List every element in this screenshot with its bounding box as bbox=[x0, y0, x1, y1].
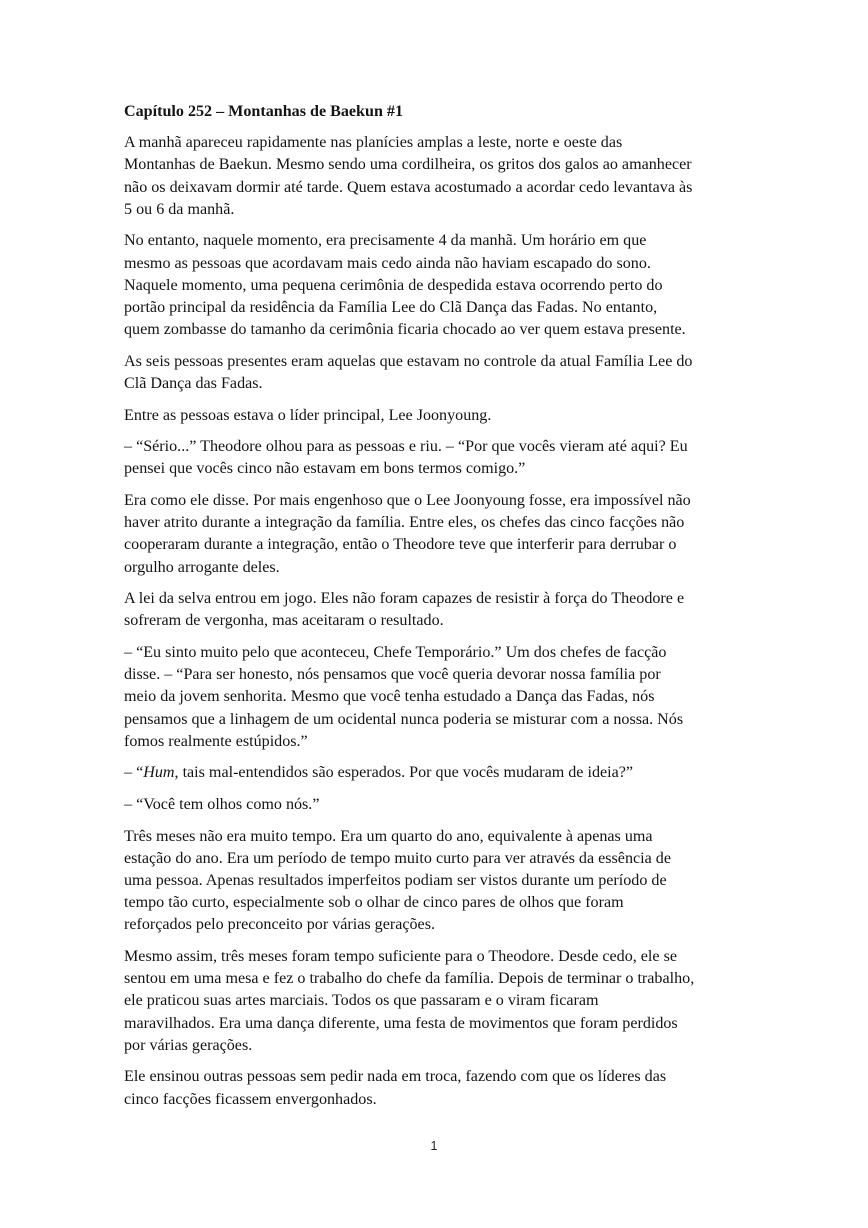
paragraph bbox=[124, 642, 748, 753]
text-line: – “Você tem olhos como nós.” bbox=[124, 796, 320, 813]
text-line: maravilhados. Era uma dança diferente, uma festa de movimentos que foram perdidos bbox=[124, 1014, 678, 1032]
paragraph bbox=[124, 230, 748, 341]
paragraph bbox=[124, 1066, 748, 1110]
paragraph bbox=[124, 946, 748, 1057]
text-line: No entanto, naquele momento, era precisamente 4 da manhã. Um horário em que bbox=[124, 232, 647, 250]
text-line: pensei que vocês cinco não estavam em bons termos comigo.” bbox=[124, 460, 526, 478]
line-rest: , tais mal-entendidos são esperados. Por que vocês mudaram de ideia?” bbox=[174, 764, 634, 782]
paragraph bbox=[124, 405, 748, 427]
text-line: Três meses não era muito tempo. Era um quarto do ano, equivalente à apenas uma bbox=[124, 827, 653, 845]
text-line: A lei da selva entrou em jogo. Eles não foram capazes de resistir à força do Theodore e bbox=[124, 590, 685, 608]
text-line: por várias gerações. bbox=[124, 1036, 253, 1054]
text-line: não os deixavam dormir até tarde. Quem estava acostumado a acordar cedo levantava às bbox=[124, 178, 693, 196]
paragraph bbox=[124, 490, 748, 579]
text-line: 5 ou 6 da manhã. bbox=[124, 200, 235, 218]
paragraph bbox=[124, 351, 748, 395]
text-line: sentou em uma mesa e fez o trabalho do chefe da família. Depois de terminar o trabalho, bbox=[124, 970, 695, 988]
text-line: Clã Dança das Fadas. bbox=[124, 375, 263, 393]
text-line: Era como ele disse. Por mais engenhoso que o Lee Joonyoung fosse, era impossível não bbox=[124, 492, 691, 509]
paragraph bbox=[124, 436, 748, 480]
text-line bbox=[124, 762, 748, 784]
text-line: uma pessoa. Apenas resultados imperfeitos podiam ser vistos durante um período de bbox=[124, 872, 667, 889]
text-line: ele praticou suas artes marciais. Todos os que passaram e o viram ficaram bbox=[124, 992, 599, 1010]
quote-prefix: – “ bbox=[124, 764, 144, 782]
text-line: quem zombasse do tamanho da cerimônia ficaria chocado ao ver quem estava presente. bbox=[124, 321, 686, 339]
text-line: tempo tão curto, especialmente sob o olhar de cinco pares de olhos que foram bbox=[124, 894, 624, 912]
text-line: portão principal da residência da Família Lee do Clã Dança das Fadas. No entanto, bbox=[124, 299, 658, 317]
text-line: disse. – “Para ser honesto, nós pensamos que você queria devorar nossa família por bbox=[124, 666, 661, 684]
text-line: Mesmo assim, três meses foram tempo suficiente para o Theodore. Desde cedo, ele se bbox=[124, 948, 677, 965]
text-line: – “Sério...” Theodore olhou para as pessoas e riu. – “Por que vocês vieram até aqui? Eu bbox=[124, 438, 688, 456]
text-line: estação do ano. Era um período de tempo muito curto para ver através da essência de bbox=[124, 849, 671, 867]
italic-word: Hum bbox=[143, 764, 175, 782]
text-line: mesmo as pessoas que acordavam mais cedo ainda não haviam escapado do sono. bbox=[124, 254, 651, 272]
text-line: cinco facções ficassem envergonhados. bbox=[124, 1090, 377, 1108]
paragraph bbox=[124, 762, 748, 784]
text-line: A manhã apareceu rapidamente nas planícies amplas a leste, norte e oeste das bbox=[124, 134, 623, 152]
text-line: – “Eu sinto muito pelo que aconteceu, Chefe Temporário.” Um dos chefes de facção bbox=[124, 644, 667, 661]
text-line: Montanhas de Baekun. Mesmo sendo uma cordilheira, os gritos dos galos ao amanhecer bbox=[124, 156, 692, 174]
text-line: pensamos que a linhagem de um ocidental nunca poderia se misturar com a nossa. Nós bbox=[124, 710, 684, 728]
text-line: haver atrito durante a integração da família. Entre eles, os chefes das cinco facções não bbox=[124, 514, 685, 532]
document-body bbox=[124, 101, 748, 1120]
text-line: meio da jovem senhorita. Mesmo que você tenha estudado a Dança das Fadas, nós bbox=[124, 688, 655, 706]
text-line: Entre as pessoas estava o líder principal, Lee Joonyoung. bbox=[124, 406, 492, 424]
text-line: cooperaram durante a integração, então o Theodore teve que interferir para derrubar o bbox=[124, 536, 677, 554]
text-line: As seis pessoas presentes eram aquelas que estavam no controle da atual Família Lee do bbox=[124, 352, 693, 370]
paragraph bbox=[124, 588, 748, 632]
paragraph bbox=[124, 826, 748, 937]
chapter-title: Capítulo 252 – Montanhas de Baekun #1 bbox=[124, 103, 404, 120]
text-line: orgulho arrogante deles. bbox=[124, 558, 280, 576]
paragraph bbox=[124, 132, 748, 221]
text-line: reforçados pelo preconceito por várias gerações. bbox=[124, 916, 435, 934]
paragraph bbox=[124, 794, 748, 816]
text-line: sofreram de vergonha, mas aceitaram o resultado. bbox=[124, 612, 444, 630]
text-line: Ele ensinou outras pessoas sem pedir nada em troca, fazendo com que os líderes das bbox=[124, 1068, 667, 1086]
text-line: fomos realmente estúpidos.” bbox=[124, 732, 308, 750]
page-number: 1 bbox=[430, 1139, 438, 1153]
text-line: Naquele momento, uma pequena cerimônia de despedida estava ocorrendo perto do bbox=[124, 276, 663, 294]
